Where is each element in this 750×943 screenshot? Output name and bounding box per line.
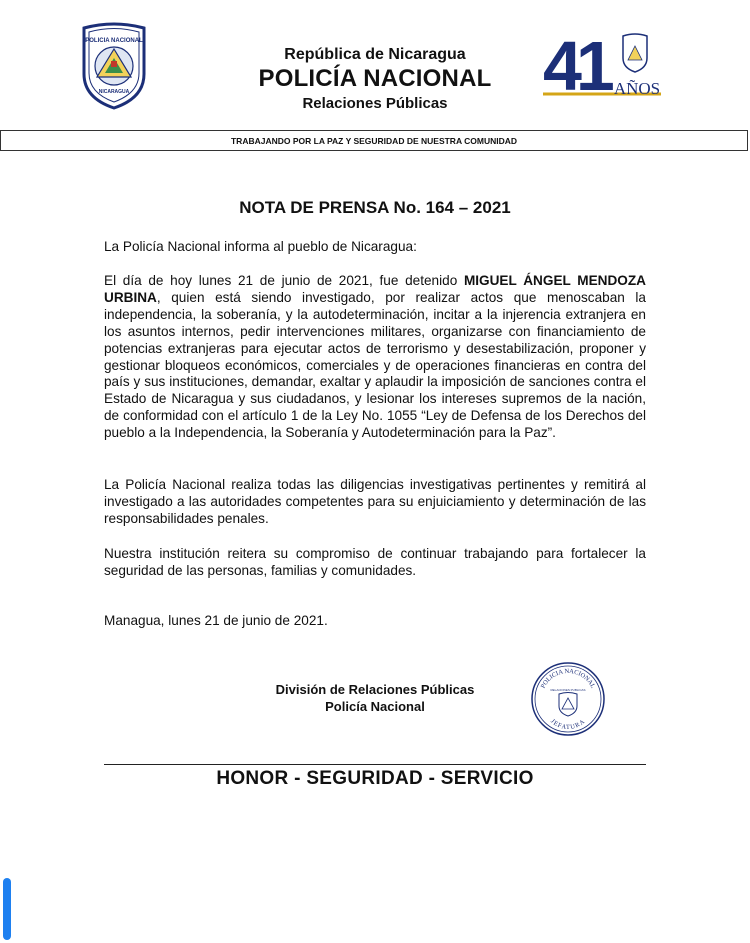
letterhead — [0, 0, 750, 130]
press-release-title: NOTA DE PRENSA No. 164 – 2021 — [239, 198, 511, 217]
seal-top-text: POLICIA NACIONAL — [539, 667, 597, 690]
footer-motto: HONOR - SEGURIDAD - SERVICIO — [216, 768, 534, 789]
anniversary-text: AÑOS — [613, 79, 661, 98]
left-logo-bottom-text: NICARAGUA — [98, 89, 130, 95]
signature-block — [225, 681, 525, 715]
detainee-name: MIGUEL ÁNGEL MENDOZA URBINA — [104, 273, 646, 305]
department-name: Relaciones Públicas — [302, 95, 448, 112]
institution-name: POLICÍA NACIONAL — [258, 65, 492, 92]
main-paragraph-rest: , quien está siendo investigado, por realizar actos que menoscaban la independencia, la soberanía, y la autodeterminación, incitar a la injerencia extranjera en los asuntos internos, pedir intervenciones militares, organizarse con financiamiento de potencias extranjeras para ejecutar actos de terrorismo y desestabilización, proponer y gestionar bloqueos económicos, comerciales y de operaciones financieras en contra del país y sus instituciones, demandar, exaltar y aplaudir la imposición de sanciones contra el Estado de Nicaragua y sus ciudadanos, y lesionar los intereses supremos de la nación, de conformidad con el artículo 1 de la Ley No. 1055 “Ley de Defensa de los Derechos del pueblo a la Independencia, la Soberanía y Autodeterminación para la Paz”. — [104, 289, 646, 441]
main-paragraph — [104, 273, 646, 442]
policia-nacional-shield-icon — [80, 22, 148, 110]
signature-line-1: División de Relaciones Públicas — [275, 682, 475, 697]
seal-inner-text: RELACIONES PUBLICAS — [550, 688, 586, 692]
svg-text:POLICIA NACIONAL — [540, 668, 597, 690]
anniversary-number: 41 — [543, 28, 609, 104]
blue-edge-mark — [3, 878, 11, 940]
republic-name: República de Nicaragua — [284, 46, 466, 63]
seal-bottom-text: JEFATURA — [549, 717, 587, 732]
date-line: Managua, lunes 21 de junio de 2021. — [104, 613, 328, 628]
investigation-paragraph: La Policía Nacional realiza todas las diligencias investigativas pertinentes y remitirá al investigado a las autoridades competentes para su enjuiciamiento y determinación de las responsabilidades penales. — [104, 477, 646, 526]
jefatura-seal-icon — [530, 661, 606, 737]
left-logo-top-text: POLICIA NACIONAL — [85, 38, 143, 44]
main-paragraph-lead: El día de hoy lunes 21 de junio de 2021, fue detenido — [104, 273, 464, 288]
header-motto-bar: TRABAJANDO POR LA PAZ Y SEGURIDAD DE NUESTRA COMUNIDAD — [0, 130, 748, 151]
41-anos-icon — [543, 28, 663, 104]
greeting-paragraph: La Policía Nacional informa al pueblo de Nicaragua: — [104, 239, 417, 254]
signature-line-2: Policía Nacional — [325, 699, 425, 714]
footer-divider — [104, 764, 646, 765]
commitment-paragraph: Nuestra institución reitera su compromiso de continuar trabajando para fortalecer la seguridad de las personas, familias y comunidades. — [104, 546, 646, 578]
